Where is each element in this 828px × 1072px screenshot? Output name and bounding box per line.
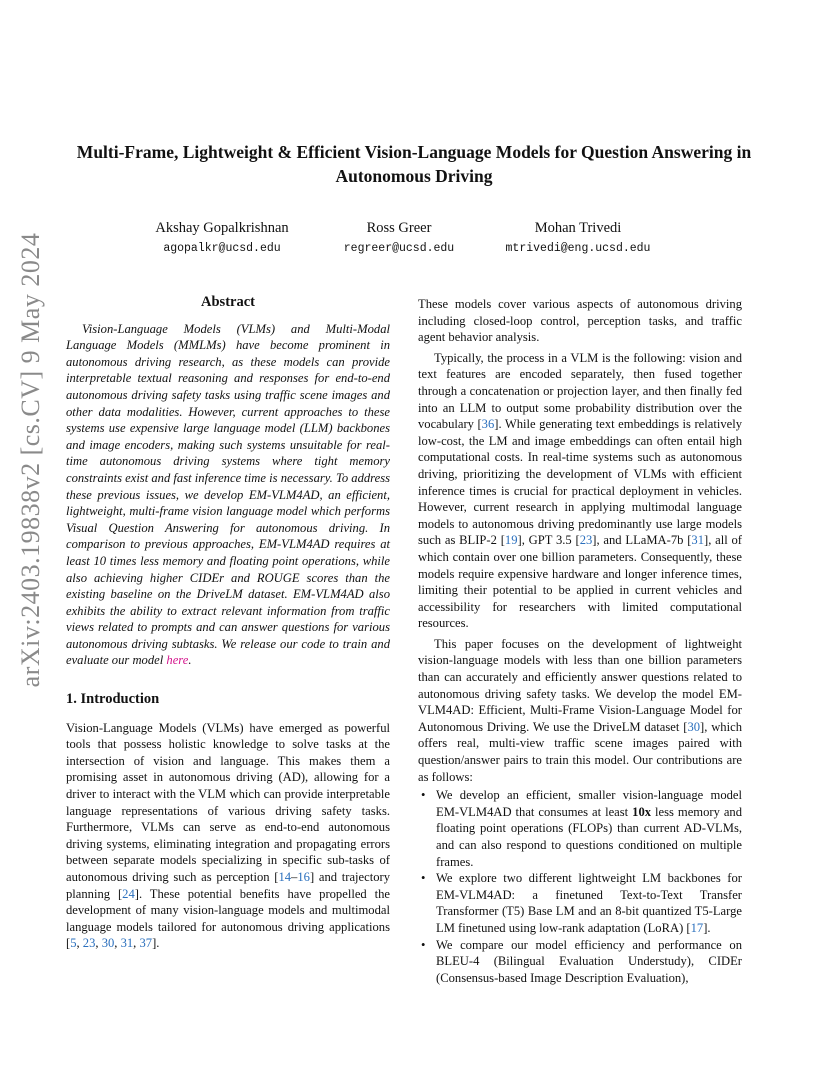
text-run: ], all of which contain over one billion parameters. Consequently, these models require expensive hardware and longer inference times, limiting their potential to be applied in current vehicles and accessibility for researchers with limited computational resources.: [418, 533, 743, 631]
citation-link[interactable]: 37: [139, 936, 153, 951]
citation-link[interactable]: 30: [687, 719, 701, 734]
arxiv-identifier: arXiv:2403.19838v2 [cs.CV] 9 May 2024: [16, 232, 45, 688]
contributions-list: [418, 787, 742, 986]
text-run: ].: [152, 936, 160, 951]
text-run: Vision-Language Models (VLMs) have emerged as powerful tools that possess holistic knowledge to solve tasks at the intersection of vision and language. This makes them a promising asset in autonomous driving (AD), allowing for a driver to interact with the VLM which can provide interpretable language representations of various driving safety tasks. Furthermore, VLMs can serve as end-to-end autonomous driving systems, eliminating integration and propagating errors between separate models specializing in specific sub-tasks of autonomous driving such as perception [: [66, 720, 390, 884]
text-run: This paper focuses on the development of lightweight vision-language models with less than one billion parameters than can accurately and efficiently answer questions related to autonomous driving safety tasks. We develop the model EM-VLM4AD: Efficient, Multi-Frame Vision-Language Model for Autonomous Driving. We use the DriveLM dataset [: [418, 636, 742, 734]
citation-link[interactable]: 31: [691, 533, 705, 548]
citation-link[interactable]: 16: [297, 870, 310, 884]
citation-link[interactable]: 24: [122, 886, 135, 901]
code-link[interactable]: here: [166, 653, 189, 668]
citation-link[interactable]: 36: [481, 417, 495, 432]
author-3: [468, 218, 688, 258]
section-heading-introduction: 1. Introduction: [66, 691, 160, 708]
text-run: We develop an efficient, smaller vision-language model EM-VLM4AD that consumes at least: [436, 788, 742, 819]
citation-link[interactable]: 5: [70, 936, 77, 951]
citation-link[interactable]: 30: [101, 936, 115, 951]
bullet-icon: •: [421, 788, 426, 803]
citation-link[interactable]: 19: [504, 533, 518, 548]
text-run: ], GPT 3.5 [: [517, 533, 580, 548]
paper-title: Multi-Frame, Lightweight & Efficient Vision-Language Models for Question Answering in Autonomous Driving: [76, 142, 752, 186]
list-item: [418, 870, 742, 936]
list-item: [418, 787, 742, 870]
abstract-body: Vision-Language Models (VLMs) and Multi-Modal Language Models (MMLMs) have become prominent in autonomous driving research, as these models can provide interpretable textual reasoning and responses for end-to-end autonomous driving safety tasks using traffic scene images and other data modalities. However, current approaches to these systems use expensive large language model (LLM) backbones and image encoders, making such systems unsuitable for real-time autonomous driving systems where tight memory constraints exist and fast inference time is necessary. To address these previous issues, we develop EM-VLM4AD, an efficient, lightweight, multi-frame vision language model which performs Visual Question Answering for autonomous driving. In comparison to previous approaches, EM-VLM4AD requires at least 10 times less memory and floating point operations, while also achieving higher CIDEr and ROUGE scores than the existing baseline on the DriveLM dataset. EM-VLM4AD also exhibits the ability to extract relevant information from traffic views related to prompts and can answer questions for various autonomous driving subtasks. We release our code to train and evaluate our model: [66, 321, 390, 668]
author-name: Ross Greer: [366, 220, 432, 236]
emphasis: 10x: [632, 804, 652, 819]
author-name: Mohan Trivedi: [534, 220, 622, 236]
citation-link[interactable]: 31: [120, 936, 134, 951]
author-email: regreer@ucsd.edu: [343, 242, 455, 255]
citation-link[interactable]: 14: [278, 870, 292, 884]
text-run: less memory and floating point operations (FLOPs) than current AD-VLMs, and can also respond to questions conditioned on multiple frames.: [436, 804, 743, 869]
author-email: mtrivedi@eng.ucsd.edu: [505, 242, 651, 255]
text-run: ]. While generating text embeddings is relatively low-cost, the LM and image embeddings can often entail high computational costs. In real-time systems such as autonomous driving, prioritizing the development of VLMs with efficient inference times is crucial for practical deployment in vehicles. However, current research in applying multimodal language models to autonomous driving predominantly use large models such as BLIP-2 [: [418, 417, 743, 548]
text-run: ], and LLaMA-7b [: [592, 533, 692, 548]
text-run: We compare our model efficiency and performance on BLEU-4 (Bilingual Evaluation Understudy), CIDEr (Consensus-based Image Description Evaluation),: [436, 937, 742, 985]
intro-paragraph-3: [418, 350, 742, 632]
text-run: Typically, the process in a VLM is the following: vision and text features are encoded separately, then fused together through a concatenation or projection layer, and then finally fed into an LLM to output some probability distribution over the vocabulary [: [418, 350, 742, 432]
citation-link[interactable]: 17: [690, 920, 704, 935]
bullet-icon: •: [421, 937, 426, 952]
text-run: ], which offers real, multi-view traffic scene images paired with question/answer pairs to train this model. Our contributions are as follows:: [418, 719, 742, 784]
text-run: We explore two different lightweight LM backbones for EM-VLM4AD: a finetuned Text-to-Text Transfer Transformer (T5) Base LM and an 8-bit quantized T5-Large LM finetuned using low-rank adaptation (LoRA) [: [436, 871, 742, 935]
list-item: [418, 937, 742, 987]
abstract-heading: Abstract: [201, 294, 255, 310]
citation-link[interactable]: 23: [579, 533, 593, 548]
abstract-text: Vision-Language Models (VLMs) and Multi-Modal Language Models (MMLMs) have become prominent in autonomous driving research, as these models can provide interpretable textual reasoning and responses for end-to-end autonomous driving safety tasks using traffic scene images and other data modalities. However, current approaches to these systems use expensive large language model (LLM) backbones and image encoders, making such systems unsuitable for real-time autonomous driving systems where tight memory constraints exist and fast inference time is necessary. To address these previous issues, we develop EM-VLM4AD, an efficient, lightweight, multi-frame vision language model which performs Visual Question Answering for autonomous driving. In comparison to previous approaches, EM-VLM4AD requires at least 10 times less memory and floating point operations, while also achieving higher CIDEr and ROUGE scores than the existing baseline on the DriveLM dataset. EM-VLM4AD also exhibits the ability to extract relevant information from traffic views related to prompts and can answer questions for various autonomous driving subtasks. We release our code to train and evaluate our model here.: [66, 321, 390, 668]
intro-paragraph-2: These models cover various aspects of autonomous driving including closed-loop control, perception tasks, and traffic agent behavior analysis.: [418, 297, 742, 345]
right-column: [418, 296, 742, 986]
text-run: ].: [703, 920, 711, 935]
author-email: agopalkr@ucsd.edu: [163, 242, 281, 255]
text-run: ]. These potential benefits have propelled the development of many vision-language models and multimodal language models tailored for autonomous driving applications [: [66, 886, 390, 951]
intro-paragraph-1: Vision-Language Models (VLMs) have emerged as powerful tools that possess holistic knowledge to solve tasks at the intersection of vision and language. This makes them a promising asset in autonomous driving (AD), allowing for a driver to interact with the VLM which can provide interpretable language representations of various driving safety tasks. Furthermore, VLMs can serve as end-to-end autonomous driving systems, eliminating integration and propagating errors between separate models specializing in specific sub-tasks of autonomous driving such as perception [14–16] and trajectory planning [24]. These potential benefits have propelled the development of many vision-language models and multimodal language models tailored for autonomous driving applications [5, 23, 30, 31, 37].: [66, 720, 390, 951]
arxiv-sidebar: [14, 210, 48, 710]
left-column: [66, 294, 390, 952]
author-name: Akshay Gopalkrishnan: [155, 220, 289, 236]
citation-link[interactable]: 23: [82, 936, 96, 951]
intro-paragraph-4: [418, 636, 742, 785]
bullet-icon: •: [421, 871, 426, 886]
text-run: ] and trajectory planning [: [66, 870, 390, 901]
